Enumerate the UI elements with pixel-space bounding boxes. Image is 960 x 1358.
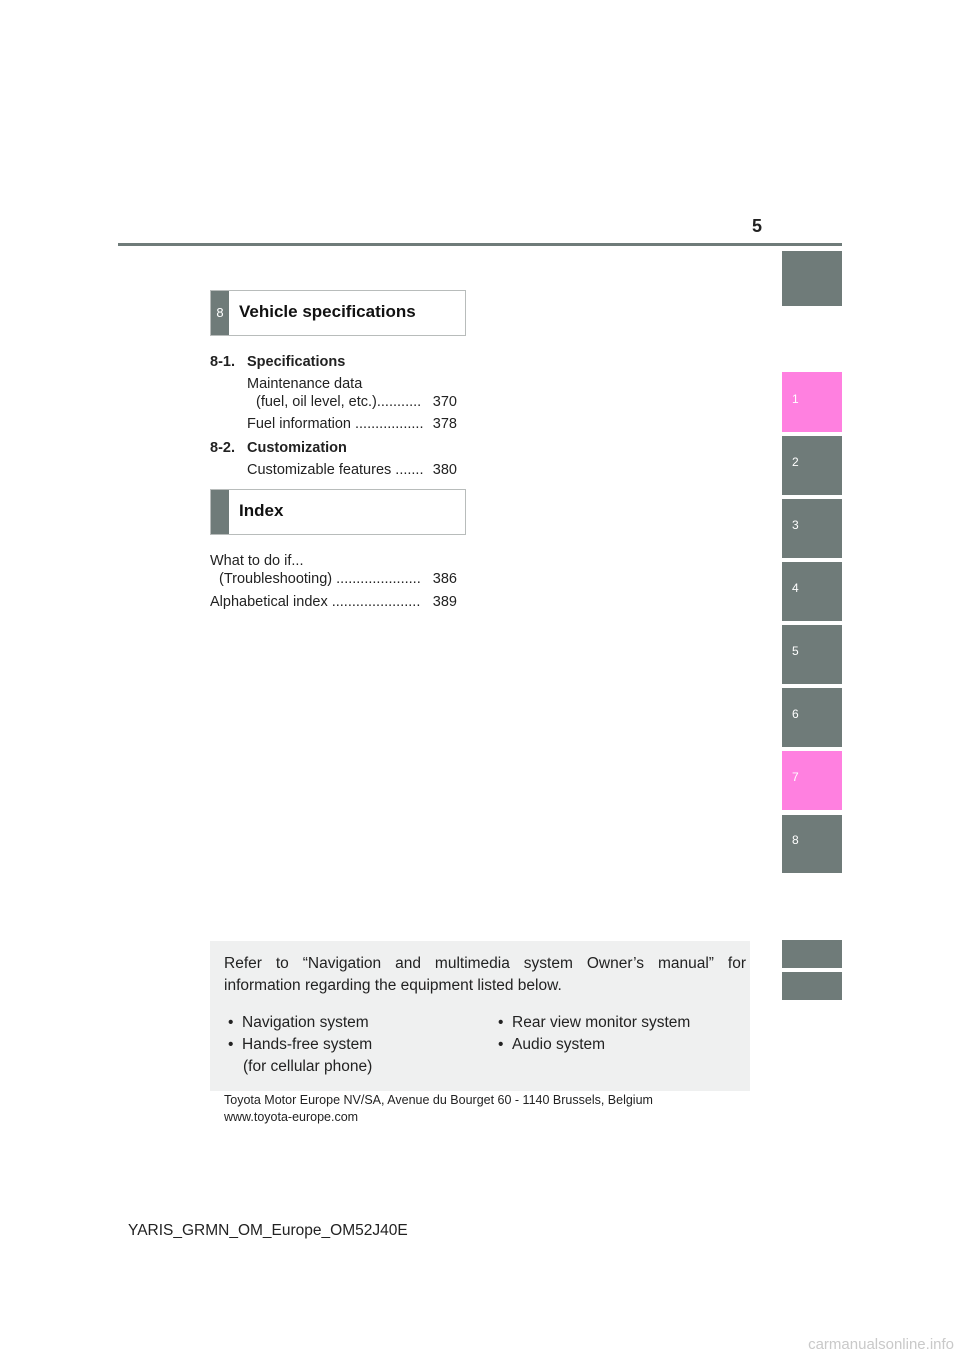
document-code: YARIS_GRMN_OM_Europe_OM52J40E <box>128 1222 408 1239</box>
toc-entry-label: Alphabetical index ...................... <box>210 594 421 610</box>
note-item-hands-free-detail: (for cellular phone) <box>243 1058 373 1075</box>
multimedia-note-box <box>210 941 750 1091</box>
note-text: Refer to “Navigation and multimedia system Owner’s manual” for information regarding the equipment listed below. <box>224 955 746 994</box>
website-link[interactable]: www.toyota-europe.com <box>224 1110 359 1124</box>
note-item-audio: • Audio system <box>498 1036 606 1053</box>
toc-entry-label-continued: (fuel, oil level, etc.)........... <box>256 394 422 410</box>
tab-3[interactable]: 3 <box>782 499 842 558</box>
toc-chapter-title: Specifications <box>247 354 346 370</box>
toc-chapter-number: 8-2. <box>210 440 235 456</box>
toc-entry-label: What to do if... <box>210 553 304 569</box>
toc-entry-label-continued: (Troubleshooting) ..................... <box>219 571 421 587</box>
toc-entry-page: 389 <box>432 594 457 610</box>
tab-4[interactable]: 4 <box>782 562 842 621</box>
section-title: Vehicle specifications <box>239 302 416 321</box>
tab-7[interactable]: 7 <box>782 751 842 810</box>
toc-entry-label: Customizable features ....... <box>247 462 424 478</box>
tab-8[interactable]: 8 <box>782 815 842 873</box>
toc-entry-label: Maintenance data <box>247 376 363 392</box>
page-number: 5 <box>752 216 763 236</box>
toc-entry-troubleshooting[interactable] <box>0 553 960 593</box>
toc-entry-maintenance-data[interactable] <box>0 376 960 416</box>
section-header-index <box>210 489 466 535</box>
tab-5[interactable]: 5 <box>782 625 842 684</box>
toc-entry-page: 370 <box>432 394 457 410</box>
note-item-rear-view-monitor: • Rear view monitor system <box>498 1014 691 1031</box>
section-header-vehicle-specifications <box>210 290 466 336</box>
tab-blank-top[interactable] <box>782 251 842 306</box>
header-rule <box>118 243 842 246</box>
toc-entry-page: 378 <box>432 416 457 432</box>
section-title: Index <box>239 501 284 520</box>
toc-chapter-title: Customization <box>247 440 347 456</box>
note-item-navigation: • Navigation system <box>228 1014 369 1031</box>
tab-2[interactable]: 2 <box>782 436 842 495</box>
note-item-hands-free: • Hands-free system <box>228 1036 373 1053</box>
toc-entry-page: 380 <box>432 462 457 478</box>
watermark: carmanualsonline.info <box>808 1336 954 1353</box>
tab-6[interactable]: 6 <box>782 688 842 747</box>
toc-chapter-number: 8-1. <box>210 354 235 370</box>
tab-blank-bottom-2[interactable] <box>782 972 842 1000</box>
section-marker <box>211 490 229 534</box>
address-line: Toyota Motor Europe NV/SA, Avenue du Bourget 60 - 1140 Brussels, Belgium <box>224 1093 653 1107</box>
footer-address <box>224 1092 653 1126</box>
tab-blank-bottom-1[interactable] <box>782 940 842 968</box>
toc-entry-page: 386 <box>432 571 457 587</box>
tab-1[interactable]: 1 <box>782 372 842 432</box>
section-marker: 8 <box>211 291 229 335</box>
toc-entry-label: Fuel information ................. <box>247 416 424 432</box>
